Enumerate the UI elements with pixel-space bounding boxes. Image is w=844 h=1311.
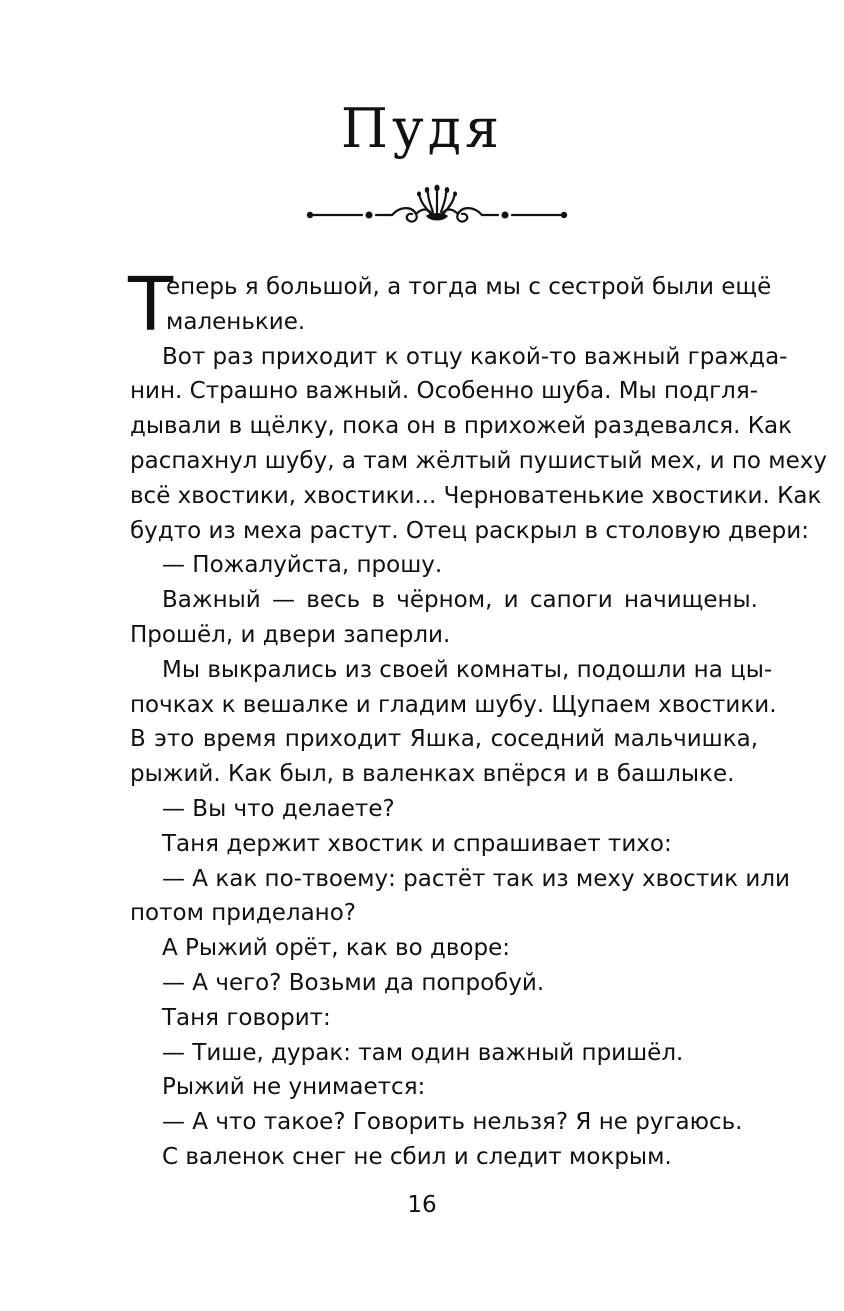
paragraph-line: — Пожалуйста, прошу.	[162, 552, 443, 579]
paragraph	[130, 340, 828, 549]
paragraph-line: Таня держит хвостик и спрашивает тихо:	[162, 830, 672, 857]
paragraph-line: — Тише, дурак: там один важный пришёл.	[162, 1039, 684, 1066]
paragraph-line: распахнул шубу, а там жёлтый пушистый мех, и по меху	[130, 447, 828, 474]
paragraph-line: — Вы что делаете?	[162, 795, 395, 822]
chapter-title: Пудя	[340, 97, 504, 160]
paragraph-line: Рыжий не унимается:	[162, 1074, 426, 1101]
paragraph-line: — А что такое? Говорить нельзя? Я не ругаюсь.	[162, 1109, 743, 1136]
paragraph-line: Таня говорит:	[162, 1004, 331, 1031]
paragraph-line: А Рыжий орёт, как во дворе:	[162, 935, 510, 962]
paragraph	[130, 1001, 758, 1036]
paragraph-line: Прошёл, и двери заперли.	[130, 621, 451, 648]
paragraph-line: маленькие.	[166, 308, 306, 335]
paragraph-line: дывали в щёлку, пока он в прихожей раздевался. Как	[130, 413, 793, 440]
body-text	[128, 262, 828, 1175]
paragraph-line: нин. Страшно важный. Особенно шуба. Мы подгля-	[130, 378, 758, 405]
paragraph-line: В это время приходит Яшка, соседний мальчишка,	[130, 726, 758, 753]
paragraph-line: — А чего? Возьми да попробуй.	[162, 969, 545, 996]
page-number: 16	[407, 1192, 437, 1218]
first-paragraph	[128, 262, 772, 348]
paragraph-line: — А как по-твоему: растёт так из меху хвостик или	[162, 865, 790, 892]
paragraph-line: потом приделано?	[130, 900, 356, 927]
paragraph-line: Вот раз приходит к отцу какой-то важный гражда-	[162, 343, 788, 370]
paragraph	[130, 827, 758, 862]
paragraph-line: почках к вешалке и гладим шубу. Щупаем хвостики.	[130, 691, 777, 718]
paragraph-line: еперь я большой, а тогда мы с сестрой были ещё	[166, 274, 772, 300]
paragraph-line: Мы выкрались из своей комнаты, подошли на цы-	[162, 656, 773, 683]
paragraph	[130, 1105, 758, 1140]
paragraph	[130, 1036, 758, 1071]
paragraph	[130, 653, 777, 792]
flourish-ornament-icon	[300, 178, 574, 240]
paragraph	[130, 583, 758, 653]
paragraph-line: всё хвостики, хвостики... Черноватенькие хвостики. Как	[130, 482, 822, 509]
paragraph	[130, 1070, 758, 1105]
paragraph-line: Важный — весь в чёрном, и сапоги начищены.	[162, 587, 758, 614]
paragraph-line: С валенок снег не сбил и следит мокрым.	[162, 1143, 672, 1170]
drop-cap: Т	[128, 262, 174, 348]
paragraph	[130, 548, 758, 583]
paragraph	[130, 966, 758, 1001]
paragraph	[130, 931, 758, 966]
paragraph	[130, 792, 758, 827]
paragraph	[130, 1140, 758, 1175]
paragraph-line: будто из меха растут. Отец раскрыл в столовую двери:	[130, 517, 809, 544]
paragraph-line: рыжий. Как был, в валенках впёрся и в башлыке.	[130, 761, 735, 788]
paragraph	[130, 862, 790, 932]
